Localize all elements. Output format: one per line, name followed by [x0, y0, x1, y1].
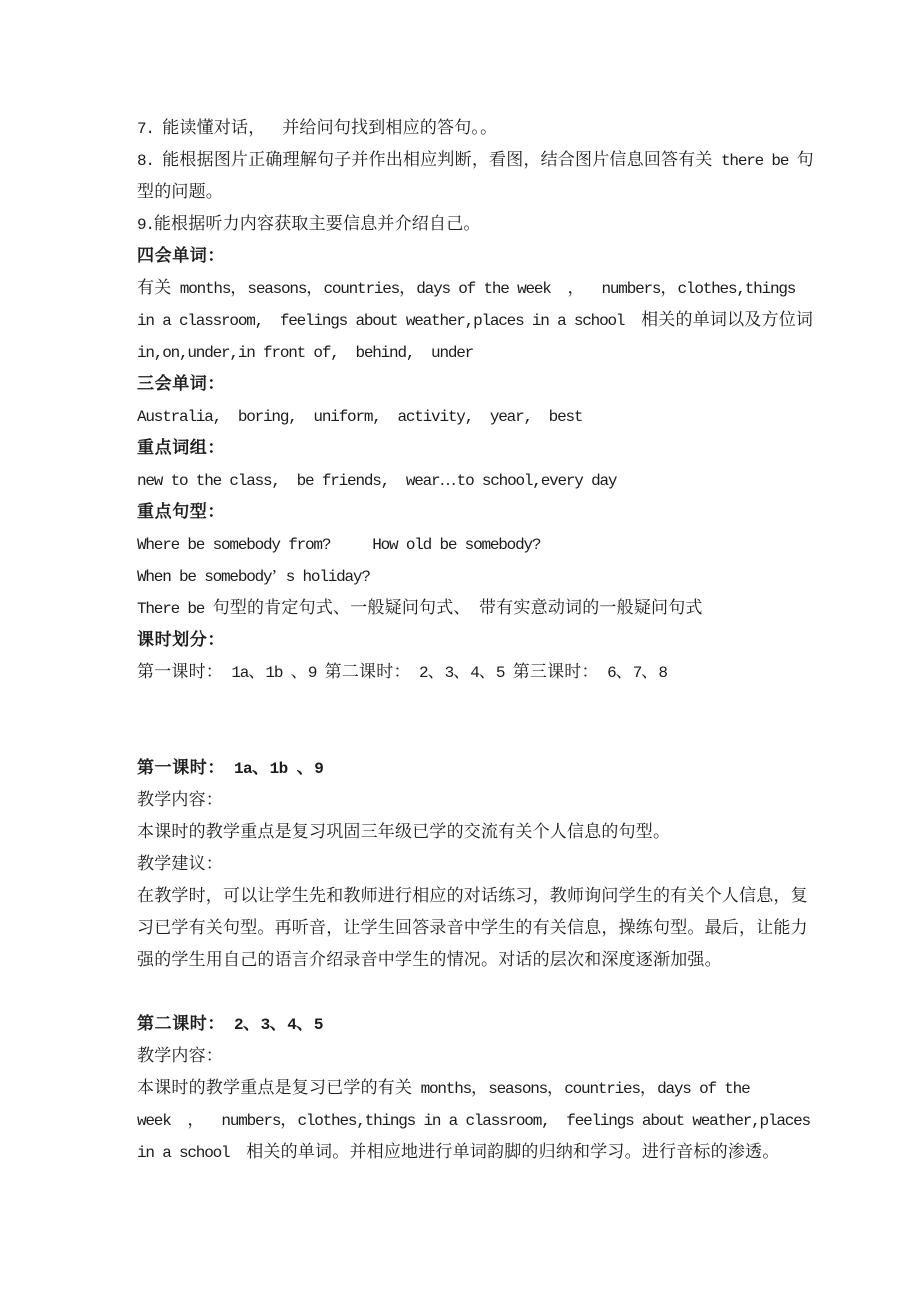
text-line: 9.能根据听力内容获取主要信息并介绍自己。 — [137, 214, 481, 234]
text-line: 本课时的教学重点是复习已学的有关 months，seasons，countries，days of the — [137, 1078, 750, 1098]
latin-text: 7 — [632, 664, 642, 682]
text-line: week ， numbers，clothes,things in a classroom, feelings about weather,places — [137, 1110, 810, 1130]
text-line — [137, 400, 792, 432]
latin-text: in a classroom, feelings about weather,places in a school — [137, 312, 642, 330]
text-line — [137, 528, 792, 560]
latin-text: numbers — [204, 1112, 281, 1130]
text-line: 第一课时： 1a、1b 、9 第二课时： 2、3、4、5 第三课时： 6、7、8 — [137, 662, 667, 682]
text-line: When be somebody’ s holiday? — [137, 566, 370, 586]
section-heading: 第一课时： 1a、1b 、9 — [137, 758, 324, 778]
latin-text: 2 — [410, 664, 428, 682]
text-line: 7. 能读懂对话， 并给问句找到相应的答句。。 — [137, 118, 498, 138]
text-line: 教学内容： — [137, 1046, 223, 1065]
blank-line — [137, 976, 792, 1008]
blank-line — [137, 720, 792, 752]
text-line: 型的问题。 — [137, 182, 223, 201]
text-line: 习已学有关句型。再听音，让学生回答录音中学生的有关信息，操练句型。最后，让能力 — [137, 918, 808, 937]
latin-text: 3 — [444, 664, 454, 682]
text-line: in a school 相关的单词。并相应地进行单词韵脚的归纳和学习。进行音标的渗透。 — [137, 1142, 780, 1162]
latin-text: week — [137, 1112, 188, 1130]
section-heading: 重点句型： — [137, 502, 225, 521]
document-body — [137, 112, 814, 1168]
latin-text: in,on,under,in front of, behind, under — [137, 344, 474, 362]
latin-text: 8. — [137, 152, 163, 170]
latin-text: new to the class, be friends, wear — [137, 472, 440, 490]
text-line: 教学内容： — [137, 790, 223, 809]
text-line: 教学建议： — [137, 854, 223, 873]
text-line: in a classroom, feelings about weather,places in a school 相关的单词以及方位词 — [137, 310, 814, 330]
latin-text: 1b — [265, 664, 291, 682]
latin-text: to school,every day — [456, 472, 617, 490]
text-line: 本课时的教学重点是复习巩固三年级已学的交流有关个人信息的句型。 — [137, 822, 671, 841]
latin-text: countries — [323, 280, 400, 298]
section-heading: 四会单词： — [137, 246, 225, 265]
latin-text: 9 — [307, 664, 325, 682]
latin-text — [471, 600, 479, 618]
latin-text: 4 — [287, 1016, 297, 1034]
blank-line — [137, 688, 792, 720]
latin-text: days of the — [657, 1080, 750, 1098]
latin-text: there be — [712, 152, 797, 170]
latin-text: Where be somebody from? How old be somebody? — [137, 536, 541, 554]
text-line: 强的学生用自己的语言介绍录音中学生的情况。对话的层次和深度逐渐加强。 — [137, 950, 722, 969]
latin-text: 1a — [225, 760, 253, 778]
latin-text: 2 — [225, 1016, 244, 1034]
latin-text: There be — [137, 600, 213, 618]
latin-text: in a school — [137, 1144, 247, 1162]
section-heading: 课时划分： — [137, 630, 225, 649]
text-line: 8. 能根据图片正确理解句子并作出相应判断，看图，结合图片信息回答有关 there be 句 — [137, 150, 814, 170]
latin-text: 1b — [269, 760, 297, 778]
text-line: 在教学时，可以让学生先和教师进行相应的对话练习，教师询问学生的有关个人信息，复 — [137, 886, 808, 905]
text-line: new to the class, be friends, wear…to school,every day — [137, 470, 617, 490]
latin-text: numbers — [584, 280, 661, 298]
latin-text: countries — [564, 1080, 640, 1098]
latin-text: 6 — [598, 664, 616, 682]
latin-text — [265, 120, 282, 138]
latin-text: clothes,things in a classroom, feelings about weather,places — [297, 1112, 810, 1130]
text-line — [137, 336, 792, 368]
latin-text: clothes,things — [677, 280, 796, 298]
latin-text: seasons — [247, 280, 307, 298]
latin-text: months — [412, 1080, 472, 1098]
latin-text: When be somebody — [137, 568, 272, 586]
text-line: There be 句型的肯定句式、一般疑问句式、 带有实意动词的一般疑问句式 — [137, 598, 703, 618]
latin-text: 5 — [313, 1016, 323, 1034]
section-heading: 第二课时： 2、3、4、5 — [137, 1014, 323, 1034]
latin-text: s holiday? — [277, 568, 370, 586]
latin-text: 9. — [137, 216, 154, 234]
section-heading: 三会单词： — [137, 374, 225, 393]
latin-text: Australia, boring, uniform, activity, year, best — [137, 408, 583, 426]
latin-text: months — [171, 280, 231, 298]
latin-text: 4 — [470, 664, 479, 682]
latin-text: days of the week — [416, 280, 568, 298]
latin-text: 3 — [260, 1016, 270, 1034]
latin-text: seasons — [488, 1080, 548, 1098]
latin-text: 8 — [658, 664, 667, 682]
latin-text: 5 — [495, 664, 513, 682]
latin-text: 7. — [137, 120, 163, 138]
latin-text: 1a — [223, 664, 249, 682]
latin-text: 9 — [314, 760, 324, 778]
section-heading: 重点词组： — [137, 438, 225, 457]
text-line: 有关 months，seasons，countries，days of the week ， numbers，clothes,things — [137, 278, 796, 298]
